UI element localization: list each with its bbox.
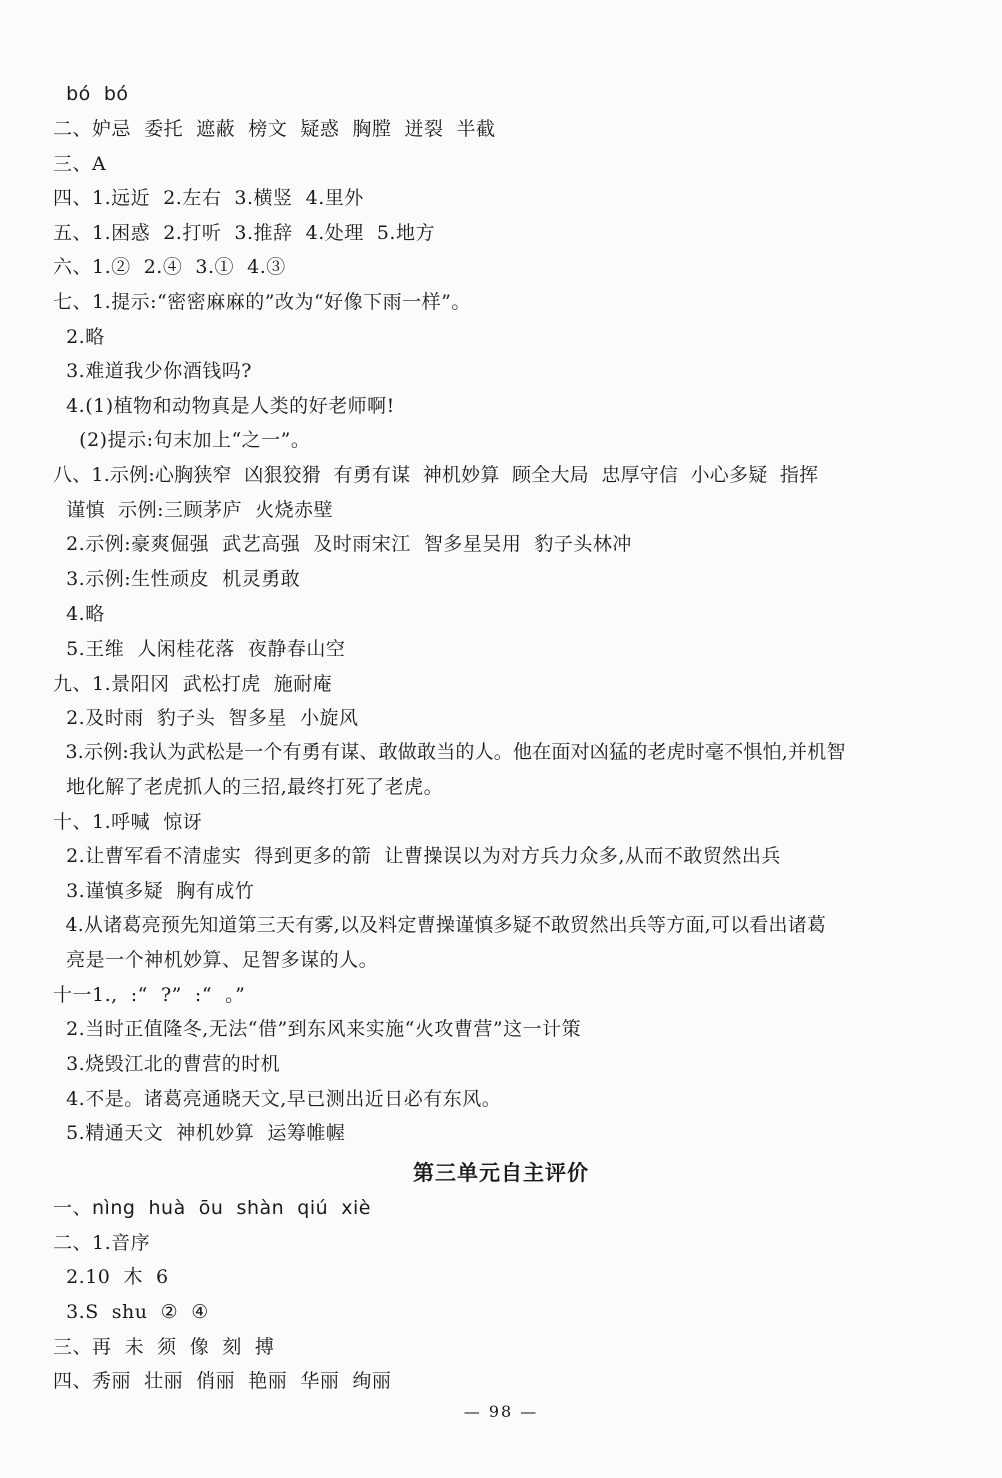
section-title: 第三单元自主评价 bbox=[413, 1161, 589, 1185]
answer-line: 谨慎 示例:三顾茅庐 火烧赤壁 bbox=[53, 499, 334, 521]
answer-line: bó bó bbox=[53, 83, 129, 105]
answer-line: 3.S shu ② ④ bbox=[53, 1301, 209, 1323]
answer-line: 十、1.呼喊 惊讶 bbox=[53, 811, 203, 833]
answer-line: 2.让曹军看不清虚实 得到更多的箭 让曹操误以为对方兵力众多,从而不敢贸然出兵 bbox=[53, 845, 781, 867]
answer-line: 2.及时雨 豹子头 智多星 小旋风 bbox=[53, 707, 359, 729]
answer-line: 八、1.示例:心胸狭窄 凶狠狡猾 有勇有谋 神机妙算 顾全大局 忠厚守信 小心多疑 指挥 bbox=[53, 464, 819, 486]
answer-line: 3.烧毁江北的曹营的时机 bbox=[53, 1053, 281, 1075]
answer-line: 二、1.音序 bbox=[53, 1232, 151, 1254]
page-number: — 98 — bbox=[463, 1402, 539, 1421]
answer-line: 六、1.② 2.④ 3.① 4.③ bbox=[53, 256, 286, 278]
answer-line: 十一1., :“ ?” :“ 。” bbox=[53, 984, 246, 1006]
answer-line: 5.王维 人闲桂花落 夜静春山空 bbox=[53, 638, 346, 660]
answer-line: 2.10 木 6 bbox=[53, 1266, 169, 1288]
answer-line: 三、A bbox=[53, 153, 107, 175]
answer-line: 4.(1)植物和动物真是人类的好老师啊! bbox=[53, 395, 395, 417]
answer-line: (2)提示:句末加上“之一”。 bbox=[53, 429, 311, 451]
answer-line: 九、1.景阳冈 武松打虎 施耐庵 bbox=[53, 673, 333, 695]
answer-line: 5.精通天文 神机妙算 运筹帷幄 bbox=[53, 1122, 346, 1144]
answer-line: 2.当时正值隆冬,无法“借”到东风来实施“火攻曹营”这一计策 bbox=[53, 1018, 582, 1040]
answer-line: 二、妒忌 委托 遮蔽 榜文 疑惑 胸膛 迸裂 半截 bbox=[53, 118, 496, 140]
answer-line: 亮是一个神机妙算、足智多谋的人。 bbox=[53, 949, 379, 971]
answer-line: 2.示例:豪爽倔强 武艺高强 及时雨宋江 智多星吴用 豹子头林冲 bbox=[53, 533, 632, 555]
answer-line: 五、1.困惑 2.打听 3.推辞 4.处理 5.地方 bbox=[53, 222, 435, 244]
answer-line: 3.示例:我认为武松是一个有勇有谋、敢做敢当的人。他在面对凶猛的老虎时毫不惧怕,并机智 bbox=[53, 741, 846, 763]
answer-line: 3.难道我少你酒钱吗? bbox=[53, 360, 252, 382]
answer-line: 地化解了老虎抓人的三招,最终打死了老虎。 bbox=[53, 776, 444, 798]
answer-line: 一、nìng huà ōu shàn qiú xiè bbox=[53, 1197, 371, 1219]
answer-line: 4.不是。诸葛亮通晓天文,早已测出近日必有东风。 bbox=[53, 1088, 502, 1110]
answer-line: 4.略 bbox=[53, 603, 105, 625]
answer-line: 2.略 bbox=[53, 326, 105, 348]
answer-line: 七、1.提示:“密密麻麻的”改为“好像下雨一样”。 bbox=[53, 291, 471, 313]
answer-line: 三、再 未 须 像 刻 搏 bbox=[53, 1336, 275, 1358]
answer-line: 4.从诸葛亮预先知道第三天有雾,以及料定曹操谨慎多疑不敢贸然出兵等方面,可以看出诸葛 bbox=[53, 914, 827, 936]
answer-line: 四、1.远近 2.左右 3.横竖 4.里外 bbox=[53, 187, 364, 209]
answer-line: 3.谨慎多疑 胸有成竹 bbox=[53, 880, 255, 902]
answer-line: 3.示例:生性顽皮 机灵勇敢 bbox=[53, 568, 301, 590]
answer-line: 四、秀丽 壮丽 俏丽 艳丽 华丽 绚丽 bbox=[53, 1370, 392, 1392]
